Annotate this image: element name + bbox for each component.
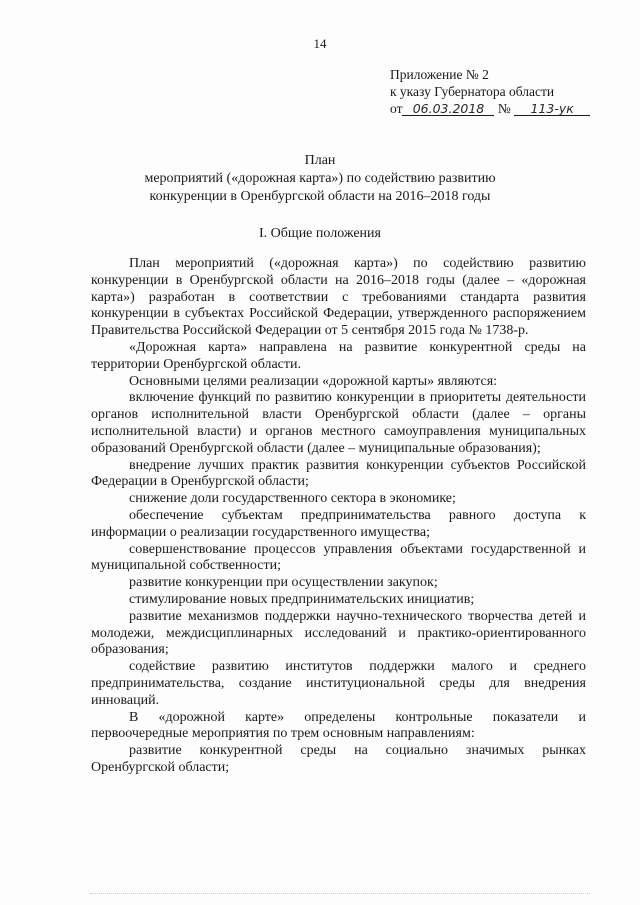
section-heading: I. Общие положения (259, 226, 381, 241)
paragraph: В «дорожной карте» определены контрольные показатели и первоочередные мероприятия по трем основным направлениям: (91, 709, 586, 742)
plan-title-line-1: План (304, 153, 336, 168)
list-item: снижение доли государственного сектора в экономике; (129, 491, 456, 507)
list-item: развитие конкуренции при осуществлении закупок; (129, 575, 438, 591)
appendix-block (390, 66, 620, 117)
list-item: развитие конкурентной среды на социально значимых рынках Оренбургской области; (91, 743, 586, 775)
handwritten-number: 113-ук (514, 102, 590, 116)
appendix-decree-ref: к указу Губернатора области (390, 84, 555, 99)
list-item: развитие механизмов поддержки научно-технического творчества детей и молодежи, междисциплинарных исследований и практико-ориентированного образования; (91, 608, 586, 658)
appendix-title: Приложение № 2 (390, 67, 489, 82)
scan-edge-artifact (90, 893, 590, 898)
plan-title-line-2: мероприятий («дорожная карта») по содействию развитию (144, 171, 496, 186)
paragraph: Основными целями реализации «дорожной карты» являются: (129, 373, 498, 389)
list-item: совершенствование процессов управления объектами государственной и муниципальной собственности; (91, 541, 586, 574)
page-number: 14 (313, 36, 327, 51)
plan-title-line-3: конкуренции в Оренбургской области на 2016–2018 годы (149, 189, 491, 204)
paragraph: «Дорожная карта» направлена на развитие конкурентной среды на территории Оренбургской области. (91, 339, 586, 372)
handwritten-date: 06.03.2018 (402, 102, 494, 116)
list-item: содействие развитию институтов поддержки малого и среднего предпринимательства, создание институциональной среды для внедрения инноваций. (91, 659, 586, 708)
from-label: от (390, 101, 403, 116)
list-item: включение функций по развитию конкуренции в приоритеты деятельности органов исполнительной власти Оренбургской области (далее – органы исполнительной власти) и органов местного самоуправления муниципальных образований Оренбургской области (далее – муниципальные образования); (91, 390, 586, 456)
list-item: обеспечение субъектам предпринимательства равного доступа к информации о реализации государственного имущества; (91, 507, 586, 540)
number-label: № (497, 101, 511, 116)
list-item: стимулирование новых предпринимательских инициатив; (129, 591, 475, 607)
paragraph: План мероприятий («дорожная карта») по содействию развитию конкуренции в Оренбургской области на 2016–2018 годы (далее – «дорожная карта») разработан в соответствии с требованиями стандарта развития конкуренции в субъектах Российской Федерации, утвержденного распоряжением Правительства Российской Федерации от 5 сентября 2015 года № 1738-р. (91, 256, 586, 339)
list-item: внедрение лучших практик развития конкуренции субъектов Российской Федерации в Оренбургской области; (91, 457, 586, 490)
plan-title (0, 152, 640, 206)
document-body (91, 256, 586, 777)
appendix-date-number-line (390, 100, 620, 117)
